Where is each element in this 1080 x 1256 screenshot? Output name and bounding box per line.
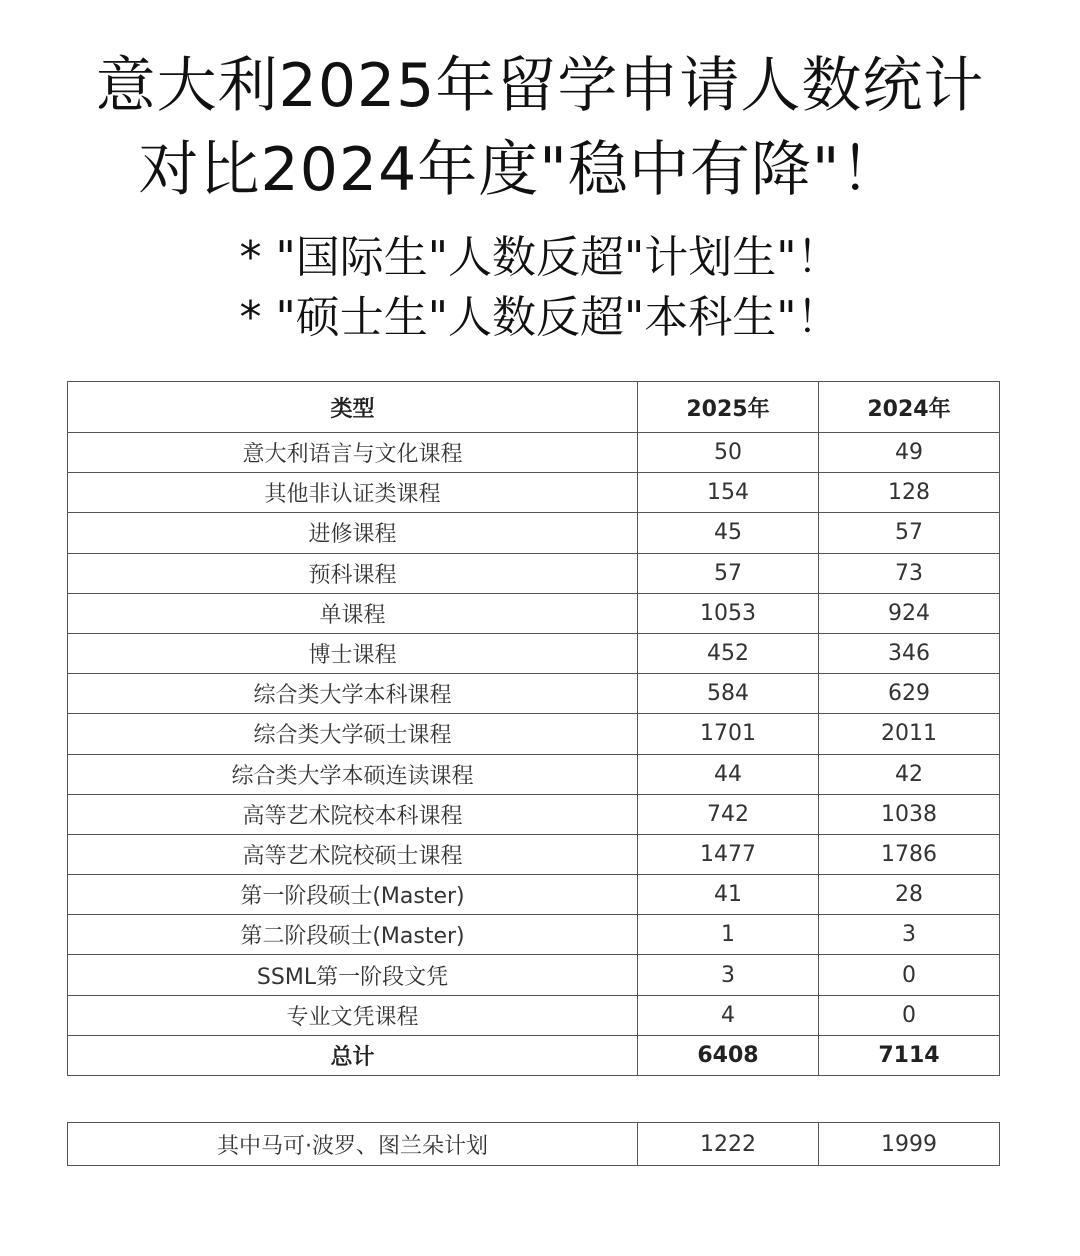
row-2024-value: 629 (819, 674, 1000, 714)
title-line-1: 意大利2025年留学申请人数统计 (95, 51, 985, 121)
table-row (68, 875, 1000, 915)
table-row (68, 794, 1000, 834)
row-type: 其他非认证类课程 (68, 473, 638, 513)
total-label: 总计 (68, 1035, 638, 1075)
row-type: 高等艺术院校硕士课程 (68, 834, 638, 874)
row-type: 综合类大学本科课程 (68, 674, 638, 714)
table-row (68, 674, 1000, 714)
column-header-2024: 2024年 (819, 382, 1000, 433)
total-2024-value: 7114 (819, 1035, 1000, 1075)
row-2025-value: 50 (638, 433, 819, 473)
row-2024-value: 1038 (819, 794, 1000, 834)
row-type: 高等艺术院校本科课程 (68, 794, 638, 834)
table-row (68, 513, 1000, 553)
table-row (68, 995, 1000, 1035)
row-2025-value: 44 (638, 754, 819, 794)
row-2024-value: 57 (819, 513, 1000, 553)
row-type: SSML第一阶段文凭 (68, 955, 638, 995)
table-row (68, 834, 1000, 874)
column-header-type: 类型 (68, 382, 638, 433)
table-row (68, 714, 1000, 754)
row-2025-value: 45 (638, 513, 819, 553)
row-2024-value: 42 (819, 754, 1000, 794)
row-2024-value: 73 (819, 553, 1000, 593)
table-header-row (68, 382, 1000, 433)
row-2024-value: 0 (819, 995, 1000, 1035)
note-international-students: * "国际生"人数反超"计划生"！ (239, 232, 841, 283)
row-2024-value: 0 (819, 955, 1000, 995)
row-2025-value: 1477 (638, 834, 819, 874)
row-2025-value: 1053 (638, 593, 819, 633)
table-row (68, 754, 1000, 794)
row-type: 预科课程 (68, 553, 638, 593)
row-type: 单课程 (68, 593, 638, 633)
row-2025-value: 584 (638, 674, 819, 714)
row-type: 意大利语言与文化课程 (68, 433, 638, 473)
table-row (68, 473, 1000, 513)
row-type: 综合类大学本硕连读课程 (68, 754, 638, 794)
application-stats-table (67, 381, 1000, 1076)
row-2025-value: 1701 (638, 714, 819, 754)
row-2024-value: 28 (819, 875, 1000, 915)
row-2025-value: 57 (638, 553, 819, 593)
table-row (68, 433, 1000, 473)
row-type: 第二阶段硕士(Master) (68, 915, 638, 955)
table-row (68, 915, 1000, 955)
title-line-2: 对比2024年度"稳中有降"！ (138, 135, 902, 205)
row-type: 专业文凭课程 (68, 995, 638, 1035)
column-header-2025: 2025年 (638, 382, 819, 433)
row-2024-value: 1999 (819, 1123, 1000, 1166)
row-2024-value: 924 (819, 593, 1000, 633)
row-2024-value: 49 (819, 433, 1000, 473)
marco-polo-turandot-table (67, 1122, 1000, 1166)
row-2024-value: 128 (819, 473, 1000, 513)
row-2024-value: 1786 (819, 834, 1000, 874)
row-2024-value: 346 (819, 633, 1000, 673)
row-2024-value: 2011 (819, 714, 1000, 754)
row-2025-value: 3 (638, 955, 819, 995)
table-row (68, 955, 1000, 995)
row-2025-value: 452 (638, 633, 819, 673)
table-row (68, 553, 1000, 593)
total-2025-value: 6408 (638, 1035, 819, 1075)
row-2025-value: 1 (638, 915, 819, 955)
table-total-row (68, 1035, 1000, 1075)
row-type: 其中马可·波罗、图兰朵计划 (68, 1123, 638, 1166)
table-row (68, 593, 1000, 633)
row-2024-value: 3 (819, 915, 1000, 955)
row-2025-value: 154 (638, 473, 819, 513)
row-type: 博士课程 (68, 633, 638, 673)
row-2025-value: 1222 (638, 1123, 819, 1166)
row-2025-value: 41 (638, 875, 819, 915)
note-master-students: * "硕士生"人数反超"本科生"！ (239, 292, 841, 343)
row-type: 综合类大学硕士课程 (68, 714, 638, 754)
row-type: 第一阶段硕士(Master) (68, 875, 638, 915)
table-row (68, 633, 1000, 673)
table-row (68, 1123, 1000, 1166)
row-2025-value: 742 (638, 794, 819, 834)
row-type: 进修课程 (68, 513, 638, 553)
row-2025-value: 4 (638, 995, 819, 1035)
